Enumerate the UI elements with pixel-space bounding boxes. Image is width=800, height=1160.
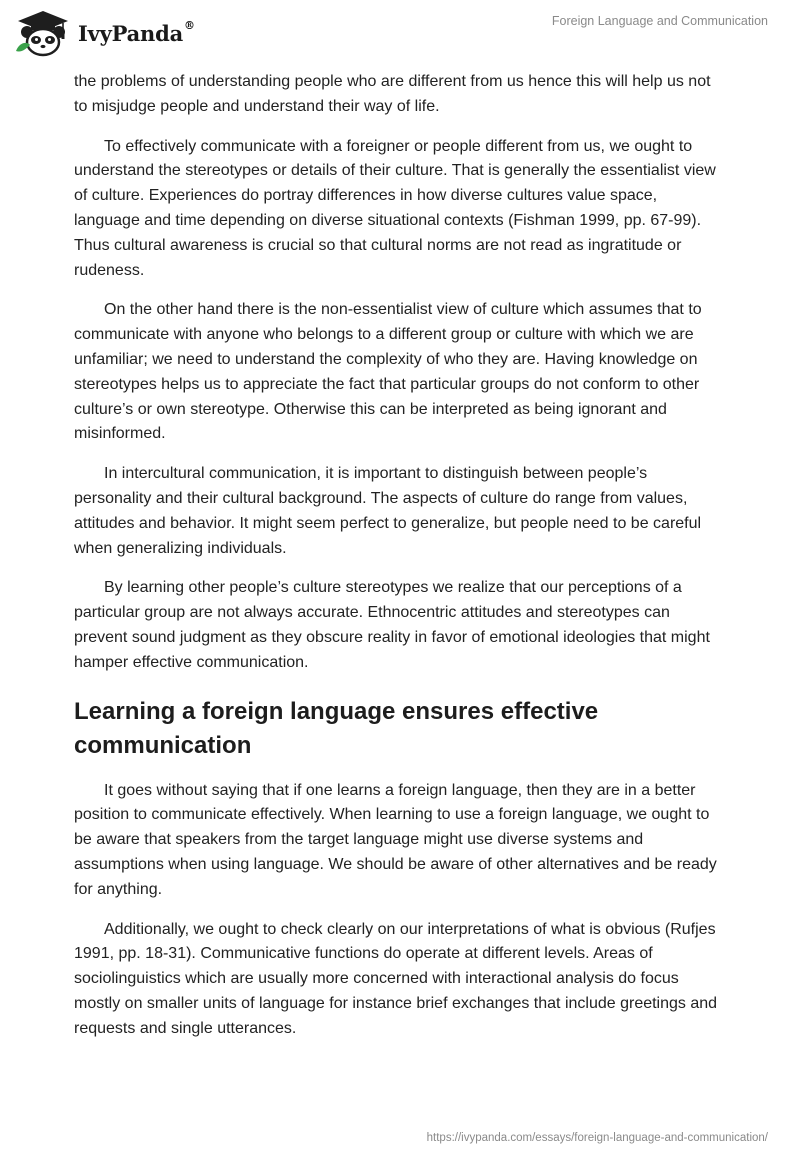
registered-mark: ® bbox=[184, 18, 195, 32]
page-title: Foreign Language and Communication bbox=[551, 14, 768, 28]
paragraph: It goes without saying that if one learns a foreign language, then they are in a better position to communicate effectively. When learning to use a foreign language, we ought to be aware that speakers from the target language might use diverse systems and assumptions when using language. We should be aware of other alternatives and be ready for anything. bbox=[74, 781, 717, 898]
paragraph: the problems of understanding people who are different from us hence this will help us not to misjudge people and understand their way of life. bbox=[74, 73, 711, 115]
panda-logo-icon bbox=[14, 8, 72, 58]
source-url[interactable]: https://ivypanda.com/essays/foreign-language-and-communication/ bbox=[426, 1132, 768, 1144]
paragraph: By learning other people’s culture stereotypes we realize that our perceptions of a particular group are not always accurate. Ethnocentric attitudes and stereotypes can prevent sound judgment as they obscure reality in favor of emotional ideologies that might hamper effective communication. bbox=[74, 579, 710, 671]
site-logo[interactable] bbox=[14, 8, 195, 58]
logo-text: IvyPanda® bbox=[78, 18, 195, 46]
paragraph: On the other hand there is the non-essentialist view of culture which assumes that to communicate with anyone who belongs to a different group or culture with which we are unfamiliar; we need to understand the complexity of who they are. Having knowledge on stereotypes helps us to appreciate the fact that particular groups do not conform to other culture’s or own stereotype. Otherwise this can be interpreted as being ignorant and misinformed. bbox=[74, 301, 702, 443]
page-header bbox=[0, 0, 800, 68]
paragraph: In intercultural communication, it is important to distinguish between people’s personality and their cultural background. The aspects of culture do range from values, attitudes and behavior. It might seem perfect to generalize, but people need to be careful when generalizing individuals. bbox=[74, 465, 702, 557]
essay-content bbox=[74, 70, 726, 1057]
paragraph: Additionally, we ought to check clearly on our interpretations of what is obvious (Rufjes 1991, pp. 18-31). Communicative functions do operate at different levels. Areas of sociolinguistics which are usually more concerned with interactional analysis do focus mostly on smaller units of language for instance brief exchanges that include greetings and requests and single utterances. bbox=[74, 920, 718, 1037]
section-heading: Learning a foreign language ensures effective communication bbox=[74, 697, 599, 759]
paragraph: To effectively communicate with a foreigner or people different from us, we ought to understand the stereotypes or details of their culture. That is generally the essentialist view of culture. Experiences do portray differences in how diverse cultures value space, language and time depending on diverse situational contexts (Fishman 1999, pp. 67-99). Thus cultural awareness is crucial so that cultural norms are not read as ingratitude or rudeness. bbox=[74, 137, 716, 279]
